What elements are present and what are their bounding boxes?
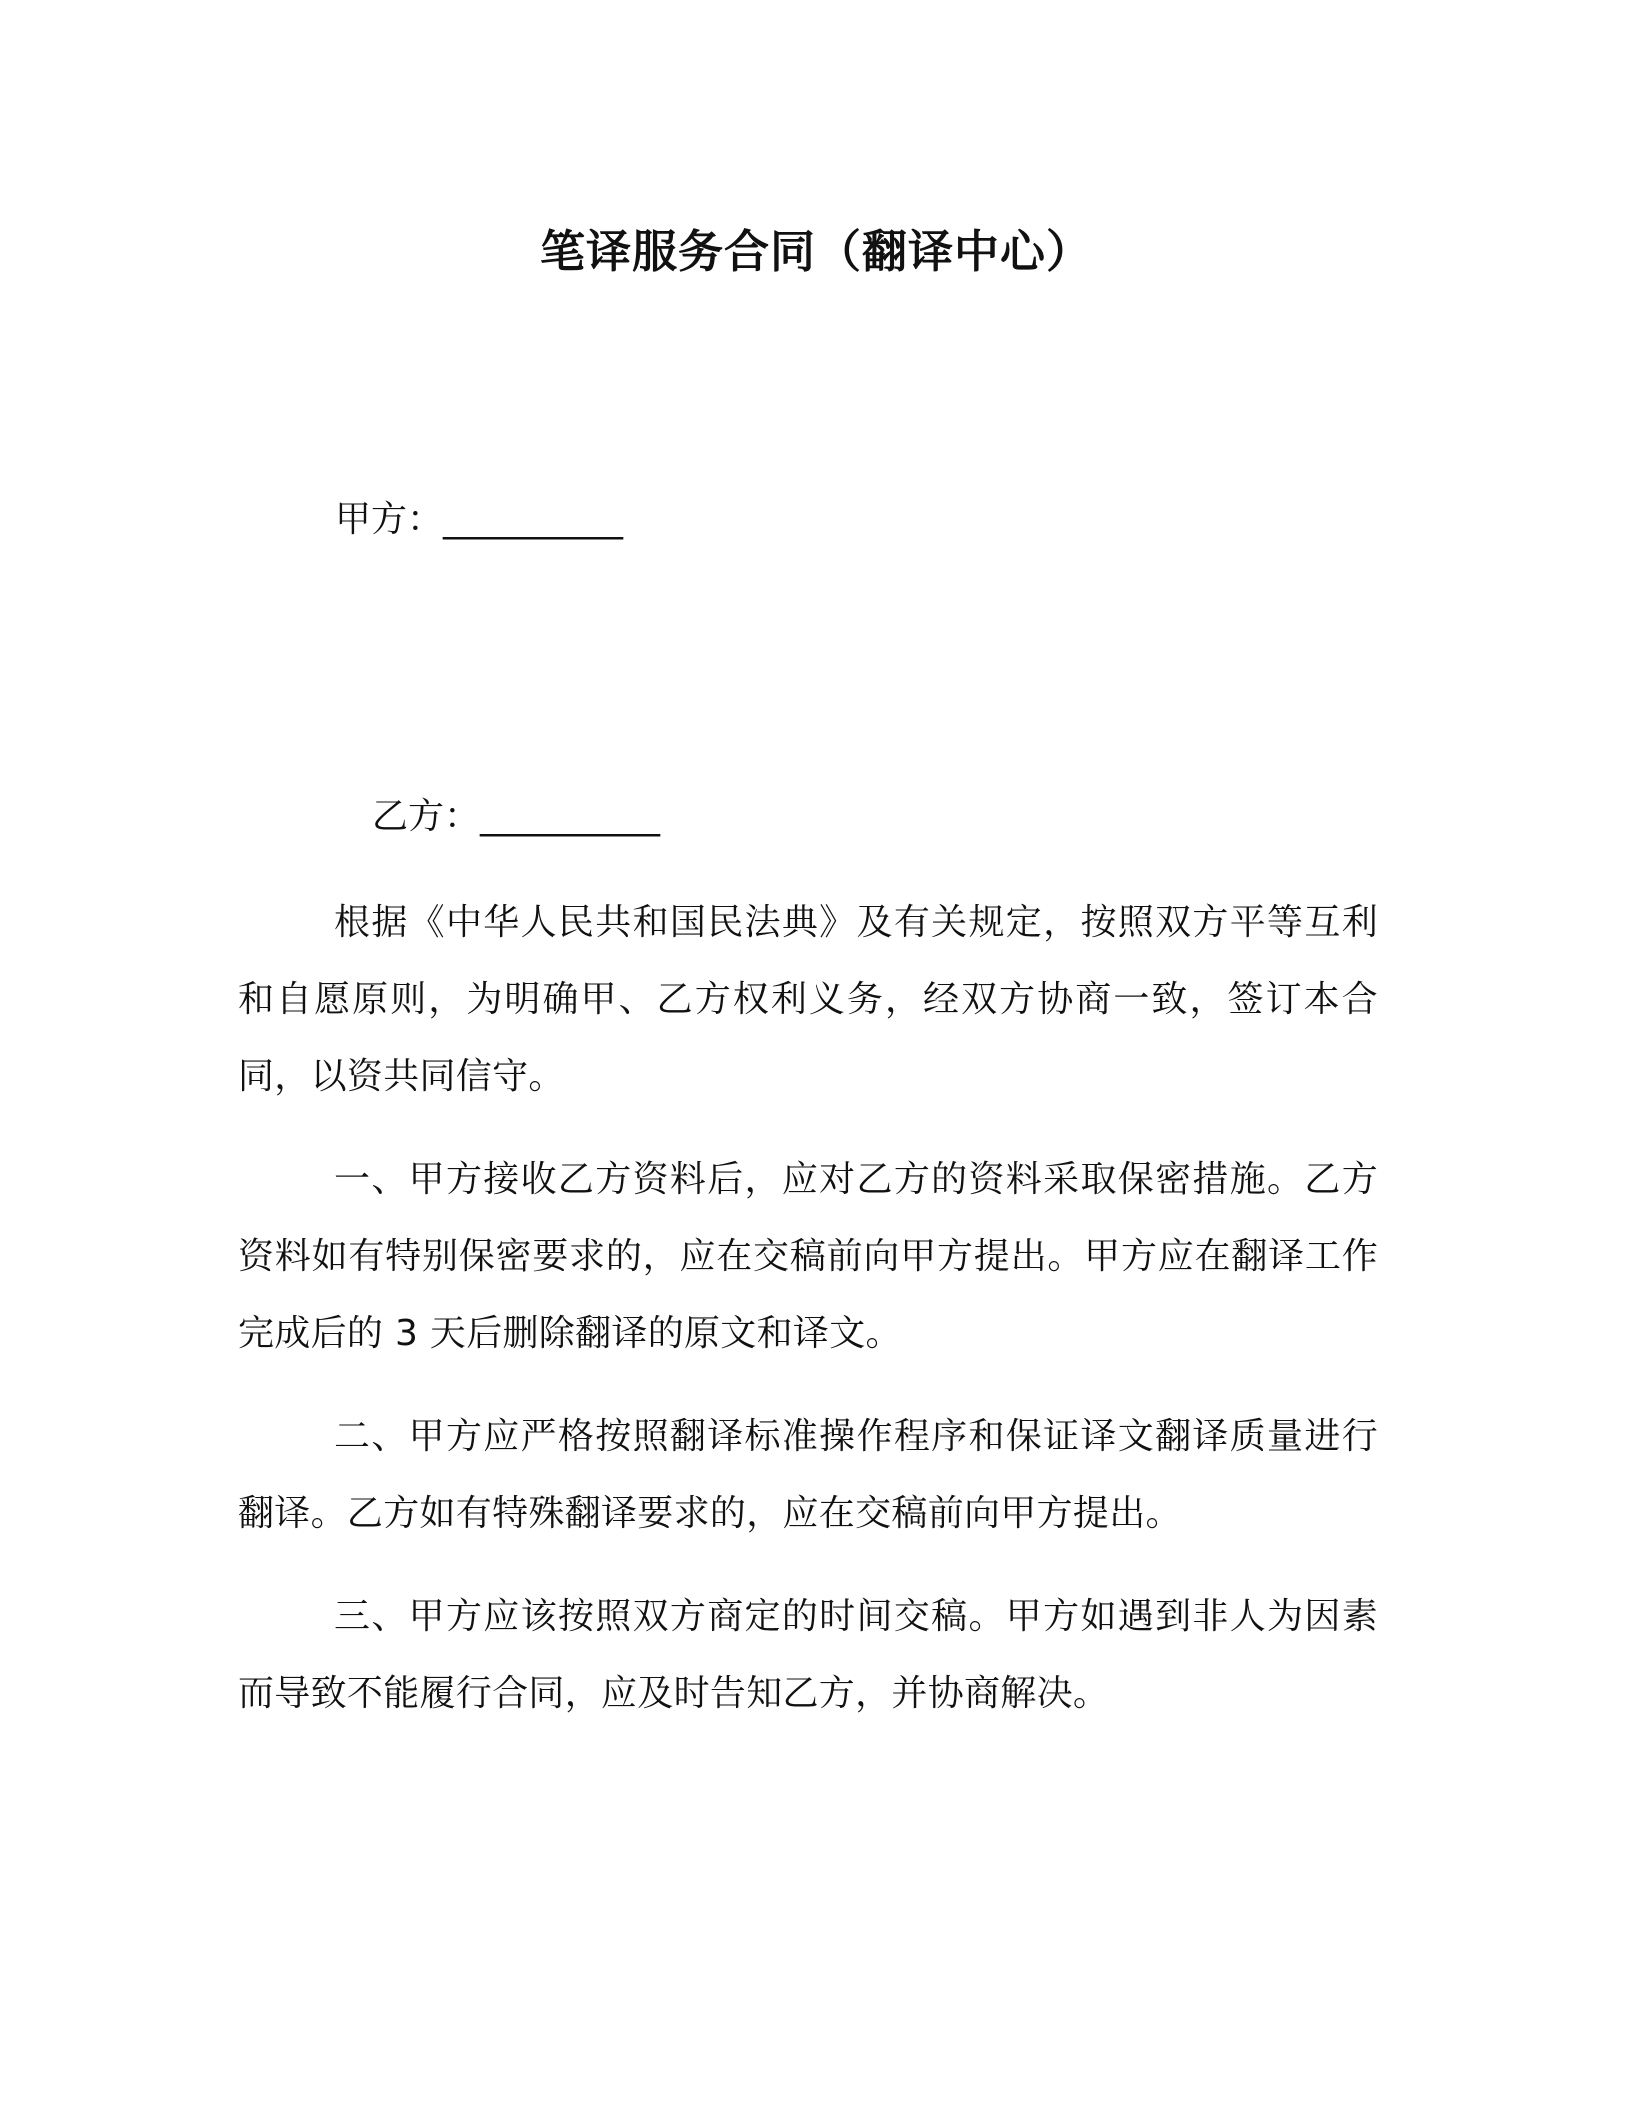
document-title: 笔译服务合同（翻译中心）: [539, 225, 1092, 278]
clause-1-paragraph: 一、甲方接收乙方资料后，应对乙方的资料采取保密措施。乙方资料如有特别保密要求的，应在交稿前向甲方提出。甲方应在翻译工作完成后的 3 天后删除翻译的原文和译文。: [238, 1159, 1378, 1354]
preamble-paragraph: 根据《中华人民共和国民法典》及有关规定，按照双方平等互利和自愿原则，为明确甲、乙方权利义务，经双方协商一致，签订本合同，以资共同信守。: [238, 902, 1378, 1097]
clause-3-paragraph: 三、甲方应该按照双方商定的时间交稿。甲方如遇到非人为因素而导致不能履行合同，应及时告知乙方，并协商解决。: [238, 1596, 1378, 1714]
party-b-line: 乙方：__________: [372, 796, 661, 837]
party-a-line: 甲方：__________: [335, 499, 624, 540]
clause-2-paragraph: 二、甲方应严格按照翻译标准操作程序和保证译文翻译质量进行翻译。乙方如有特殊翻译要求的，应在交稿前向甲方提出。: [238, 1416, 1378, 1534]
